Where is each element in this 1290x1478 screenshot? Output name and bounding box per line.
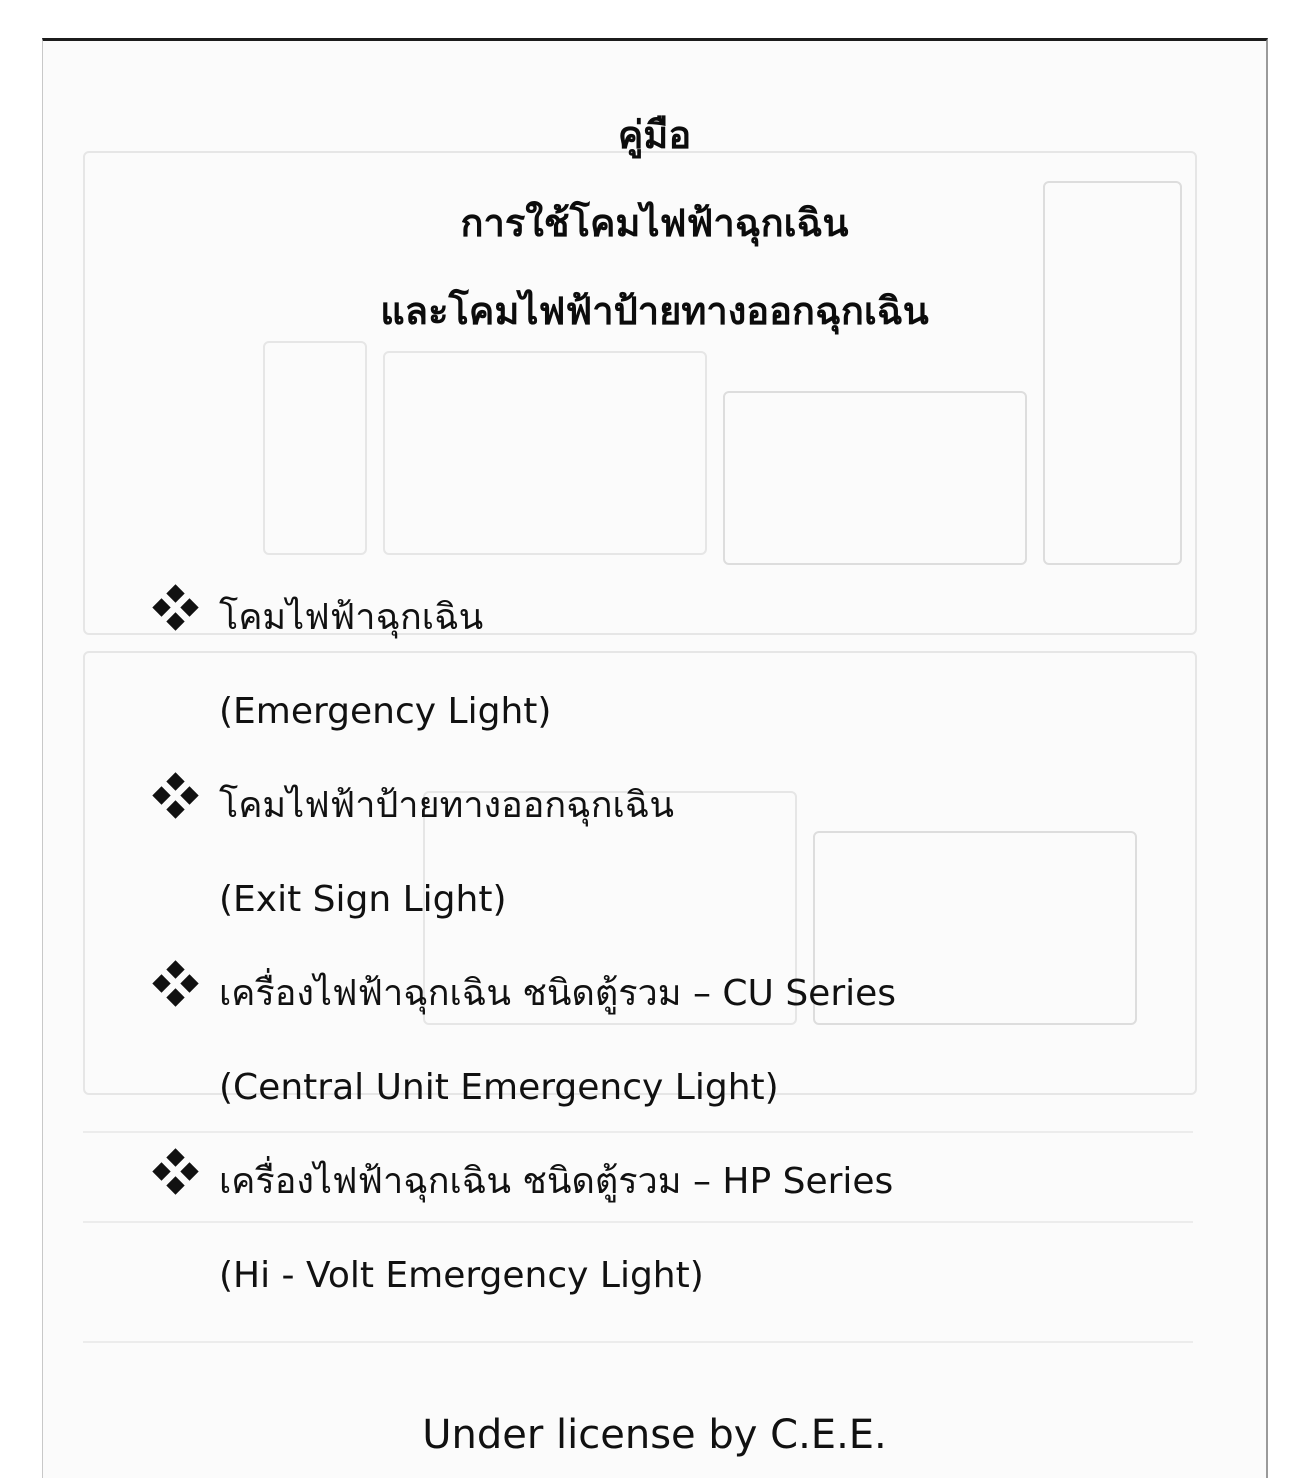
product-list [153, 571, 1213, 1323]
four-diamond-bullet-icon [153, 773, 199, 819]
item-thai-label: โคมไฟฟ้าป้ายทางออกฉุกเฉิน [219, 785, 674, 826]
license-footer: Under license by C.E.E. [422, 1412, 887, 1458]
item-thai-label: เครื่องไฟฟ้าฉุกเฉิน ชนิดตู้รวม – CU Series [219, 973, 897, 1014]
document-page [42, 38, 1268, 1478]
item-english-label: (Central Unit Emergency Light) [219, 1067, 779, 1108]
list-item [153, 759, 1213, 947]
bleed-through-box [263, 341, 367, 555]
title-line-1: คู่มือ [617, 113, 692, 157]
item-english-label: (Hi - Volt Emergency Light) [219, 1255, 704, 1296]
bleed-through-rule [83, 1341, 1193, 1343]
four-diamond-bullet-icon [153, 961, 199, 1007]
bleed-through-box [723, 391, 1027, 565]
item-english-label: (Exit Sign Light) [219, 879, 507, 920]
item-english-label: (Emergency Light) [219, 691, 552, 732]
manual-title [43, 91, 1266, 355]
title-line-2: การใช้โคมไฟฟ้าฉุกเฉิน [460, 201, 849, 245]
list-item [153, 1135, 1213, 1323]
item-thai-label: เครื่องไฟฟ้าฉุกเฉิน ชนิดตู้รวม – HP Series [219, 1161, 894, 1202]
item-thai-label: โคมไฟฟ้าฉุกเฉิน [219, 597, 484, 638]
list-item [153, 947, 1213, 1135]
bleed-through-box [383, 351, 707, 555]
four-diamond-bullet-icon [153, 1149, 199, 1195]
title-line-3: และโคมไฟฟ้าป้ายทางออกฉุกเฉิน [380, 289, 929, 333]
list-item [153, 571, 1213, 759]
four-diamond-bullet-icon [153, 585, 199, 631]
